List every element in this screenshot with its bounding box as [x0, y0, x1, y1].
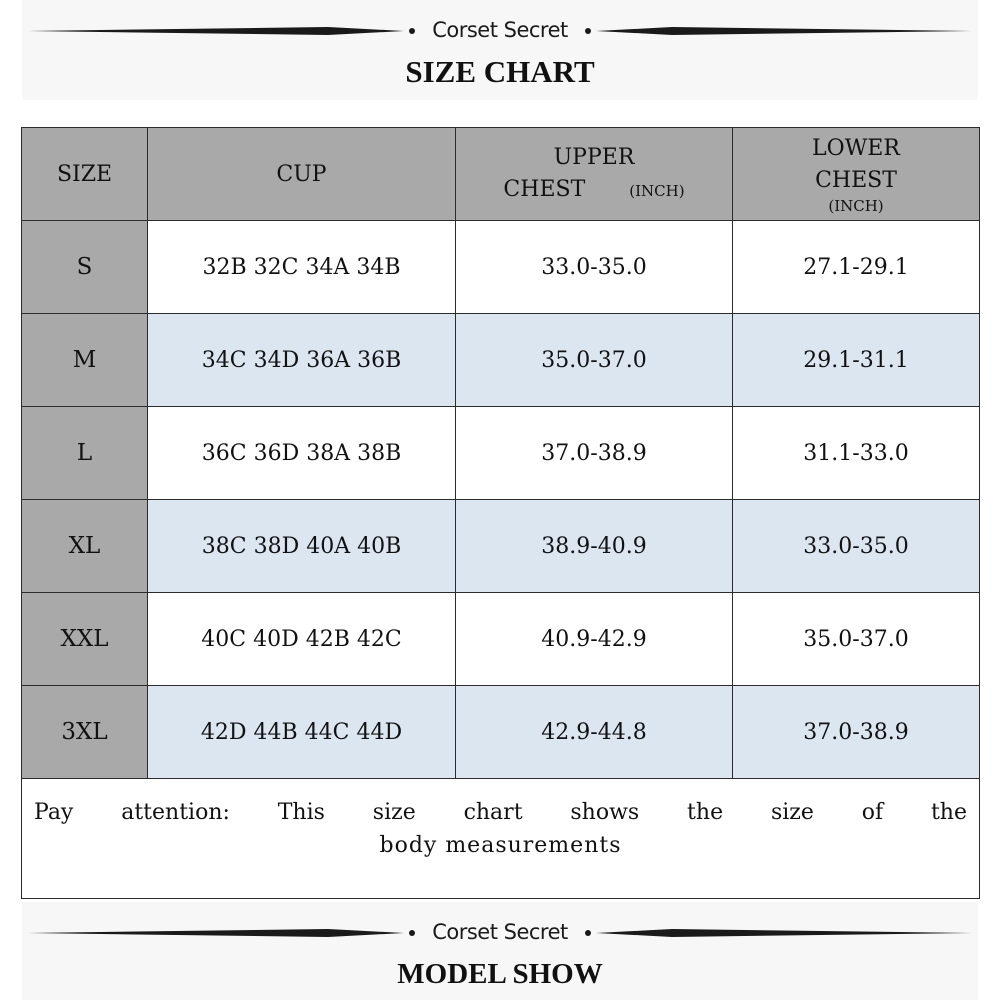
- header-upper-unit: (INCH): [629, 181, 685, 200]
- cup-cell: 38C 38D 40A 40B: [148, 500, 456, 593]
- size-chart-banner: [22, 0, 978, 100]
- cup-cell: 40C 40D 42B 42C: [148, 593, 456, 686]
- table-row: [22, 500, 980, 593]
- header-cup: CUP: [148, 128, 456, 221]
- upper-chest-cell: 38.9-40.9: [456, 500, 733, 593]
- header-lower-chest: [733, 128, 980, 221]
- attention-note: [22, 779, 980, 899]
- header-upper-line1: UPPER: [553, 144, 635, 170]
- lower-chest-cell: 35.0-37.0: [733, 593, 980, 686]
- decorative-line-right: [580, 918, 972, 948]
- table-row: [22, 221, 980, 314]
- note-row: [22, 779, 980, 899]
- size-cell: XXL: [22, 593, 148, 686]
- brand-name: Corset Secret: [432, 920, 568, 944]
- cup-cell: 34C 34D 36A 36B: [148, 314, 456, 407]
- note-line-2: body measurements: [379, 833, 622, 858]
- brand-header: [22, 16, 978, 46]
- table-row: [22, 593, 980, 686]
- size-cell: S: [22, 221, 148, 314]
- brand-name: Corset Secret: [432, 18, 568, 42]
- table-row: [22, 686, 980, 779]
- cup-cell: 32B 32C 34A 34B: [148, 221, 456, 314]
- upper-chest-cell: 33.0-35.0: [456, 221, 733, 314]
- size-chart-table: [21, 127, 980, 899]
- header-upper-chest: [456, 128, 733, 221]
- size-cell: L: [22, 407, 148, 500]
- brand-header: [22, 918, 978, 948]
- header-lower-line2: CHEST: [815, 168, 897, 193]
- upper-chest-cell: 35.0-37.0: [456, 314, 733, 407]
- upper-chest-cell: 42.9-44.8: [456, 686, 733, 779]
- size-chart-title: SIZE CHART: [405, 54, 595, 89]
- table-row: [22, 314, 980, 407]
- header-lower-line1: LOWER: [812, 136, 900, 161]
- cup-cell: 36C 36D 38A 38B: [148, 407, 456, 500]
- header-size: SIZE: [22, 128, 148, 221]
- size-cell: XL: [22, 500, 148, 593]
- upper-chest-cell: 37.0-38.9: [456, 407, 733, 500]
- size-cell: 3XL: [22, 686, 148, 779]
- note-line-1: Pay attention: This size chart shows the size of the: [34, 800, 967, 825]
- cup-cell: 42D 44B 44C 44D: [148, 686, 456, 779]
- model-show-banner: [22, 902, 978, 1000]
- lower-chest-cell: 31.1-33.0: [733, 407, 980, 500]
- size-cell: M: [22, 314, 148, 407]
- lower-chest-cell: 33.0-35.0: [733, 500, 980, 593]
- table-row: [22, 407, 980, 500]
- lower-chest-cell: 27.1-29.1: [733, 221, 980, 314]
- upper-chest-cell: 40.9-42.9: [456, 593, 733, 686]
- header-lower-unit: (INCH): [828, 197, 884, 215]
- header-upper-line2: CHEST: [503, 176, 586, 202]
- table-header-row: [22, 128, 980, 221]
- lower-chest-cell: 29.1-31.1: [733, 314, 980, 407]
- model-show-title: MODEL SHOW: [397, 958, 603, 990]
- lower-chest-cell: 37.0-38.9: [733, 686, 980, 779]
- decorative-line-right: [580, 16, 972, 46]
